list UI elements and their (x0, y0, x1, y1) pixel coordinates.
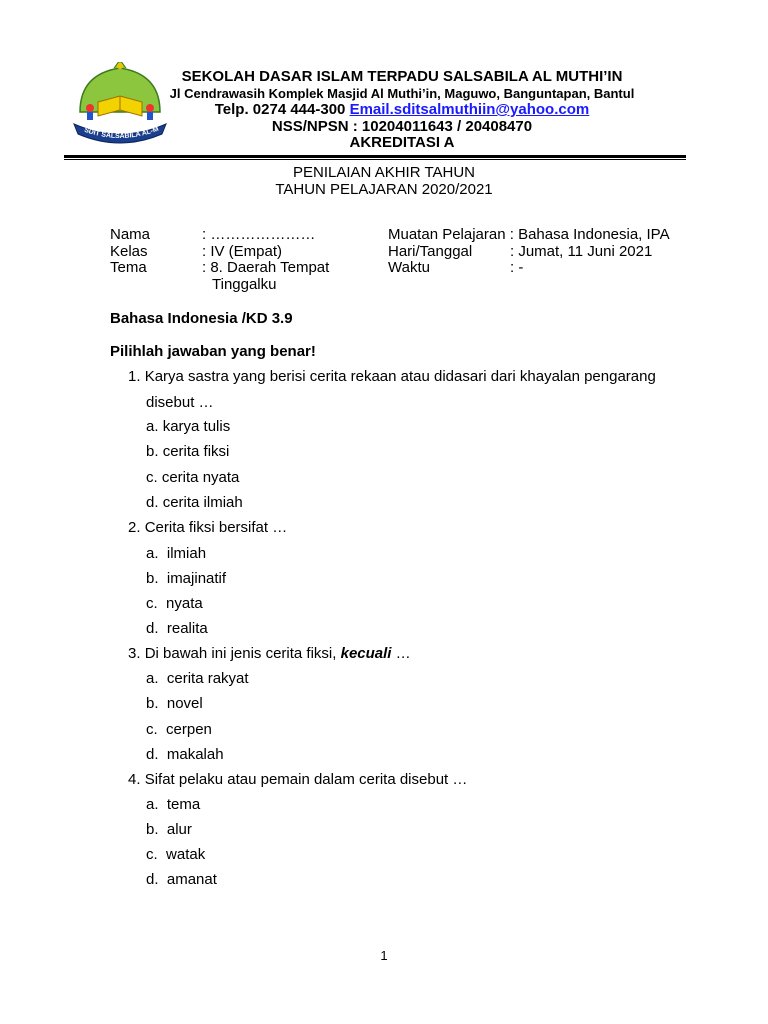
question-number: 4. (128, 771, 141, 788)
option-letter: a. (146, 796, 159, 813)
option-2b[interactable] (146, 570, 226, 587)
option-text: cerita nyata (161, 469, 240, 486)
value-tema: : 8. Daerah Tempat (202, 259, 330, 276)
question-1 (128, 368, 656, 385)
option-2a[interactable] (146, 545, 206, 562)
question-number: 3. (128, 645, 141, 662)
school-address: Jl Cendrawasih Komplek Masjid Al Muthi’in, Maguwo, Banguntapan, Bantul (169, 86, 635, 101)
option-letter: d. (146, 494, 159, 511)
page-number: 1 (380, 948, 388, 963)
academic-year: TAHUN PELAJARAN 2020/2021 (275, 181, 493, 198)
option-3a[interactable] (146, 670, 249, 687)
option-text: realita (166, 620, 208, 637)
option-text: alur (166, 821, 192, 838)
section-heading: Bahasa Indonesia /KD 3.9 (110, 310, 293, 327)
option-letter: d. (146, 746, 159, 763)
question-1-cont: disebut … (146, 394, 214, 411)
question-tail: … (391, 645, 411, 662)
option-letter: b. (146, 443, 159, 460)
option-4a[interactable] (146, 796, 200, 813)
option-2d[interactable] (146, 620, 208, 637)
header-divider-thin (64, 159, 686, 160)
question-number: 2. (128, 519, 141, 536)
option-4b[interactable] (146, 821, 192, 838)
muatan-pelajaran: Muatan Pelajaran : Bahasa Indonesia, IPA (388, 226, 670, 243)
option-text: amanat (166, 871, 217, 888)
option-letter: c. (146, 595, 158, 612)
question-emphasis: kecuali (340, 645, 392, 662)
option-3b[interactable] (146, 695, 203, 712)
option-3c[interactable] (146, 721, 212, 738)
option-text: makalah (166, 746, 224, 763)
question-2 (128, 519, 287, 536)
option-1c[interactable] (146, 469, 239, 486)
school-accreditation: AKREDITASI A (349, 134, 455, 151)
label-hari-tanggal: Hari/Tanggal (388, 243, 473, 260)
option-1d[interactable] (146, 494, 243, 511)
option-letter: b. (146, 695, 159, 712)
option-letter: a. (146, 670, 159, 687)
option-1a[interactable] (146, 418, 230, 435)
instruction: Pilihlah jawaban yang benar! (110, 343, 316, 360)
option-3d[interactable] (146, 746, 224, 763)
telp-text: Telp. 0274 444-300 (214, 101, 350, 118)
svg-text:SDIT SALSABILA AL-MUTHI'IN: SDIT SALSABILA AL-M (83, 125, 160, 141)
option-letter: a. (146, 545, 159, 562)
option-text: cerita fiksi (162, 443, 230, 460)
value-kelas: : IV (Empat) (202, 243, 283, 260)
value-tema-cont: Tinggalku (212, 276, 277, 293)
option-letter: c. (146, 846, 158, 863)
question-3 (128, 645, 411, 662)
question-text: Karya sastra yang berisi cerita rekaan atau didasari dari khayalan pengarang (144, 368, 656, 385)
label-nama: Nama (110, 226, 151, 243)
option-2c[interactable] (146, 595, 203, 612)
option-text: nyata (166, 595, 203, 612)
option-letter: d. (146, 871, 159, 888)
option-4c[interactable] (146, 846, 205, 863)
option-text: tema (166, 796, 201, 813)
email-link[interactable]: Email.sditsalmuthiin@yahoo.com (349, 101, 590, 118)
value-nama: : ………………… (202, 226, 316, 243)
label-waktu: Waktu (388, 259, 430, 276)
label-tema: Tema (110, 259, 147, 276)
school-name: SEKOLAH DASAR ISLAM TERPADU SALSABILA AL MUTHI’IN (181, 68, 623, 85)
option-letter: b. (146, 821, 159, 838)
option-text: cerita rakyat (166, 670, 249, 687)
question-4 (128, 771, 467, 788)
option-text: cerita ilmiah (162, 494, 243, 511)
value-hari-tanggal: : Jumat, 11 Juni 2021 (510, 243, 653, 260)
option-4d[interactable] (146, 871, 217, 888)
label-kelas: Kelas (110, 243, 148, 260)
option-text: karya tulis (162, 418, 231, 435)
option-letter: a. (146, 418, 159, 435)
option-letter: c. (146, 721, 158, 738)
school-nss: NSS/NPSN : 10204011643 / 20408470 (271, 118, 533, 135)
question-text: Sifat pelaku atau pemain dalam cerita disebut … (144, 771, 468, 788)
option-text: watak (166, 846, 206, 863)
option-text: novel (166, 695, 203, 712)
question-text: Cerita fiksi bersifat … (144, 519, 288, 536)
option-1b[interactable] (146, 443, 229, 460)
option-text: ilmiah (166, 545, 207, 562)
school-contact (0, 101, 768, 118)
option-letter: d. (146, 620, 159, 637)
value-waktu: : - (510, 259, 524, 276)
exam-title: PENILAIAN AKHIR TAHUN (293, 164, 475, 181)
option-text: cerpen (166, 721, 212, 738)
option-text: imajinatif (166, 570, 227, 587)
option-letter: c. (146, 469, 158, 486)
option-letter: b. (146, 570, 159, 587)
question-number: 1. (128, 368, 141, 385)
question-text: Di bawah ini jenis cerita fiksi, (144, 645, 341, 662)
header-divider-thick (64, 155, 686, 158)
